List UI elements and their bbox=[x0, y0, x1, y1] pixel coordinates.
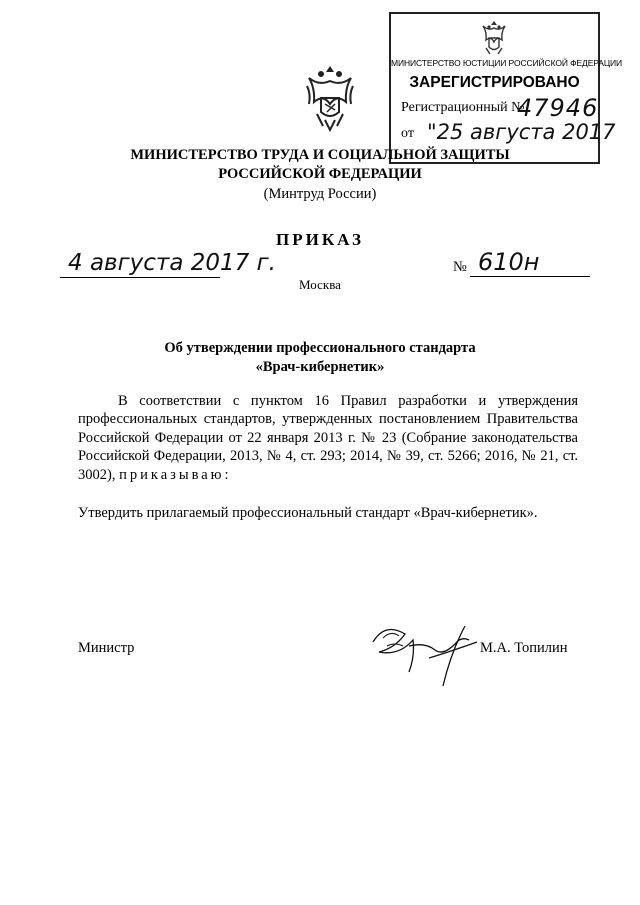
coat-of-arms-icon bbox=[477, 18, 511, 58]
signer-position: Министр bbox=[78, 640, 135, 656]
ministry-name-line1: МИНИСТЕРСТВО ТРУДА И СОЦИАЛЬНОЙ ЗАЩИТЫ bbox=[130, 147, 510, 163]
document-title-line1: Об утверждении профессионального стандарта bbox=[164, 340, 476, 356]
order-date: 4 августа 2017 г. bbox=[68, 250, 276, 276]
body-paragraph-2: Утвердить прилагаемый профессиональный стандарт «Врач-кибернетик». bbox=[78, 505, 538, 522]
stamp-date-label: от bbox=[401, 126, 414, 141]
document-title-line2: «Врач-кибернетик» bbox=[255, 359, 385, 375]
order-number-label: № bbox=[453, 259, 467, 275]
body-paragraph-1 bbox=[78, 392, 578, 484]
coat-of-arms-icon bbox=[303, 64, 357, 132]
registration-stamp bbox=[389, 12, 623, 164]
body-paragraph-1-text: В соответствии с пунктом 16 Правил разработки и утверждения профессиональных стандартов, утвержденных постановлением Правительства Российской Федерации от 22 января 2013 г. № 23 (Собрание законодательства Российской Федерации, 2013, № 4, ст. 293; 2014, № 39, ст. 5266; 2016, № 21, ст. 3002), bbox=[78, 393, 578, 483]
ministry-short-name: (Минтруд России) bbox=[263, 186, 377, 202]
stamp-ministry-name: МИНИСТЕРСТВО ЮСТИЦИИ РОССИЙСКОЙ ФЕДЕРАЦИИ bbox=[391, 58, 623, 68]
city: Москва bbox=[299, 277, 341, 292]
stamp-registered-label: ЗАРЕГИСТРИРОВАНО bbox=[409, 74, 580, 91]
signer-name: М.А. Топилин bbox=[480, 640, 568, 656]
document-body bbox=[78, 392, 578, 522]
order-number: 610н bbox=[478, 248, 540, 276]
stamp-reg-number-label: Регистрационный № bbox=[401, 100, 525, 115]
stamp-reg-number: 47946 bbox=[517, 94, 599, 122]
stamp-date-value: "25 августа 2017 bbox=[427, 120, 616, 144]
order-keyword: приказываю: bbox=[119, 466, 232, 483]
handwritten-signature bbox=[365, 612, 485, 690]
ministry-name-line2: РОССИЙСКОЙ ФЕДЕРАЦИИ bbox=[218, 166, 422, 182]
document-type: ПРИКАЗ bbox=[276, 230, 364, 249]
